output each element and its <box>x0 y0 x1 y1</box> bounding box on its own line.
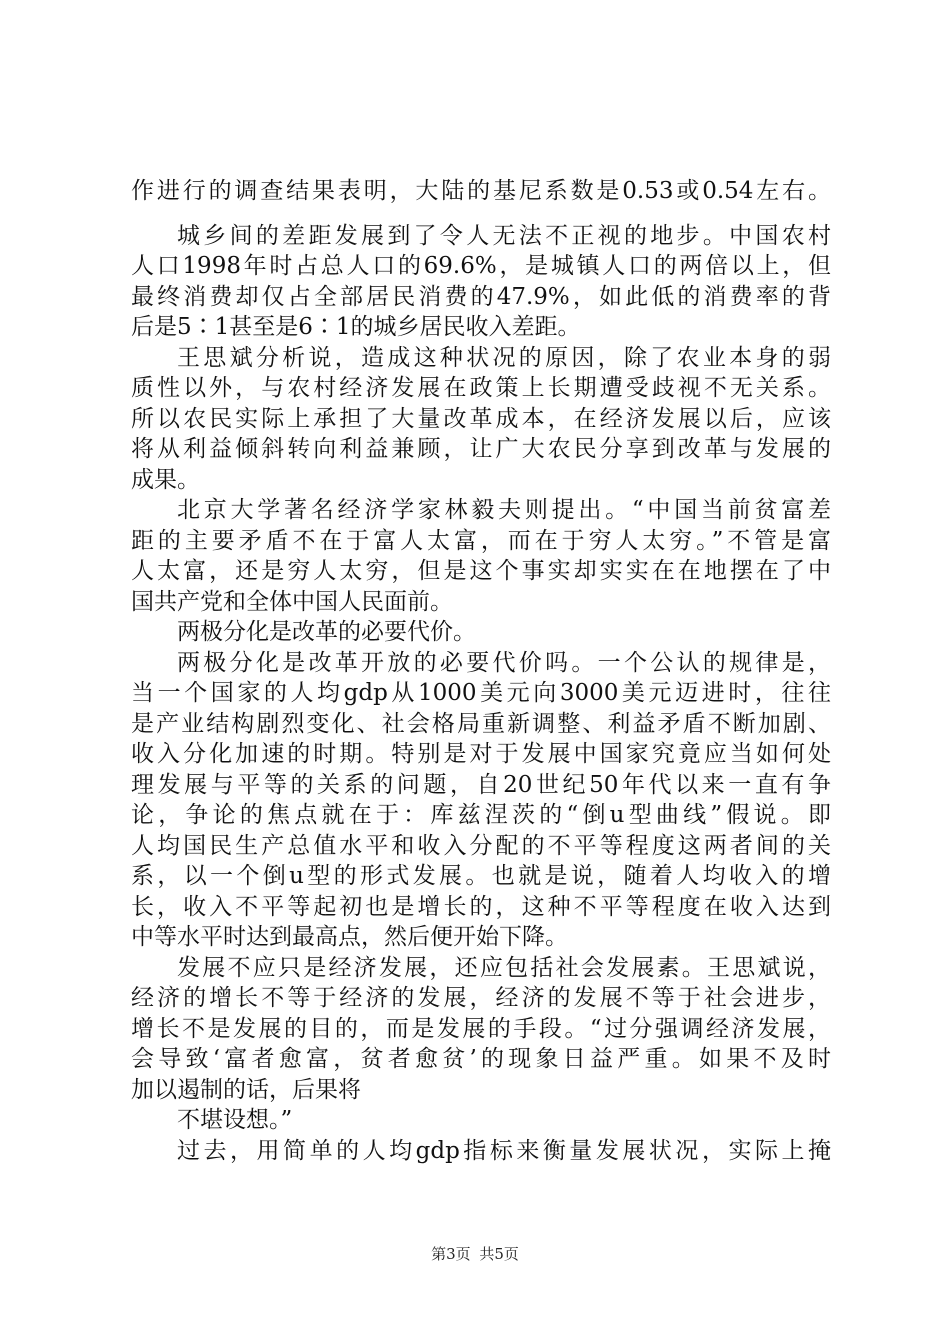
text-line: 距的主要矛盾不在于富人太富，而在于穷人太穷。”不管是富 <box>131 527 831 554</box>
paragraph <box>131 495 831 617</box>
text-line: 王思斌分析说，造成这种状况的原因，除了农业本身的弱 <box>177 344 831 371</box>
text-line: 成果。 <box>131 466 200 493</box>
text-line: 发展不应只是经济发展，还应包括社会发展素。王思斌说， <box>177 954 831 981</box>
document-body <box>131 176 831 1166</box>
text-line: 不堪设想。” <box>177 1107 293 1133</box>
text-line: 理发展与平等的关系的问题，自20世纪50年代以来一直有争 <box>131 771 831 798</box>
text-line: 收入分化加速的时期。特别是对于发展中国家究竟应当如何处 <box>131 741 831 767</box>
paragraph <box>131 176 831 207</box>
text-line: 北京大学著名经济学家林毅夫则提出。“中国当前贫富差 <box>177 497 831 523</box>
text-line: 人均国民生产总值水平和收入分配的不平等程度这两者间的关 <box>131 832 831 859</box>
paragraph <box>131 221 831 343</box>
text-line: 人太富，还是穷人太穷，但是这个事实却实实在在地摆在了中 <box>131 558 831 584</box>
text-line: 增长不是发展的目的，而是发展的手段。“过分强调经济发展， <box>131 1015 831 1042</box>
paragraph <box>131 648 831 953</box>
page-total: 共5页 <box>479 1245 519 1263</box>
text-line: 后是5∶1甚至是6∶1的城乡居民收入差距。 <box>131 314 581 340</box>
paragraph-gap <box>131 207 831 221</box>
text-line: 会导致‘富者愈富，贫者愈贫’的现象日益严重。如果不及时 <box>131 1046 831 1072</box>
text-line: 论，争论的焦点就在于：库兹涅茨的“倒u型曲线”假说。即 <box>131 802 831 828</box>
text-line: 两极分化是改革的必要代价。 <box>177 619 476 645</box>
text-line: 中等水平时达到最高点，然后便开始下降。 <box>131 924 568 950</box>
page-footer <box>0 1243 950 1264</box>
text-line: 作进行的调查结果表明，大陆的基尼系数是0.53或0.54左右。 <box>131 178 831 204</box>
paragraph <box>131 953 831 1106</box>
page-number: 第3页 <box>431 1245 471 1263</box>
text-line: 当一个国家的人均gdp从1000美元向3000美元迈进时，往往 <box>131 680 831 706</box>
paragraph <box>131 617 831 648</box>
paragraph <box>131 1136 831 1167</box>
text-line: 长，收入不平等起初也是增长的，这种不平等程度在收入达到 <box>131 893 831 920</box>
text-line: 系，以一个倒u型的形式发展。也就是说，随着人均收入的增 <box>131 863 831 889</box>
text-line: 城乡间的差距发展到了令人无法不正视的地步。中国农村 <box>177 222 831 249</box>
paragraph <box>131 1105 831 1136</box>
text-line: 所以农民实际上承担了大量改革成本，在经济发展以后，应该 <box>131 405 831 432</box>
text-line: 国共产党和全体中国人民面前。 <box>131 588 453 615</box>
text-line: 两极分化是改革开放的必要代价吗。一个公认的规律是， <box>177 649 831 676</box>
text-line: 过去，用简单的人均gdp指标来衡量发展状况，实际上掩 <box>177 1137 831 1164</box>
text-line: 加以遏制的话，后果将 <box>131 1076 361 1103</box>
paragraph <box>131 343 831 496</box>
text-line: 人口1998年时占总人口的69.6%，是城镇人口的两倍以上，但 <box>131 253 831 279</box>
text-line: 是产业结构剧烈变化、社会格局重新调整、利益矛盾不断加剧、 <box>131 710 831 737</box>
text-line: 将从利益倾斜转向利益兼顾，让广大农民分享到改革与发展的 <box>131 436 831 462</box>
text-line: 经济的增长不等于经济的发展，经济的发展不等于社会进步， <box>131 985 831 1011</box>
text-line: 质性以外，与农村经济发展在政策上长期遭受歧视不无关系。 <box>131 375 831 401</box>
text-line: 最终消费却仅占全部居民消费的47.9%，如此低的消费率的背 <box>131 283 831 310</box>
